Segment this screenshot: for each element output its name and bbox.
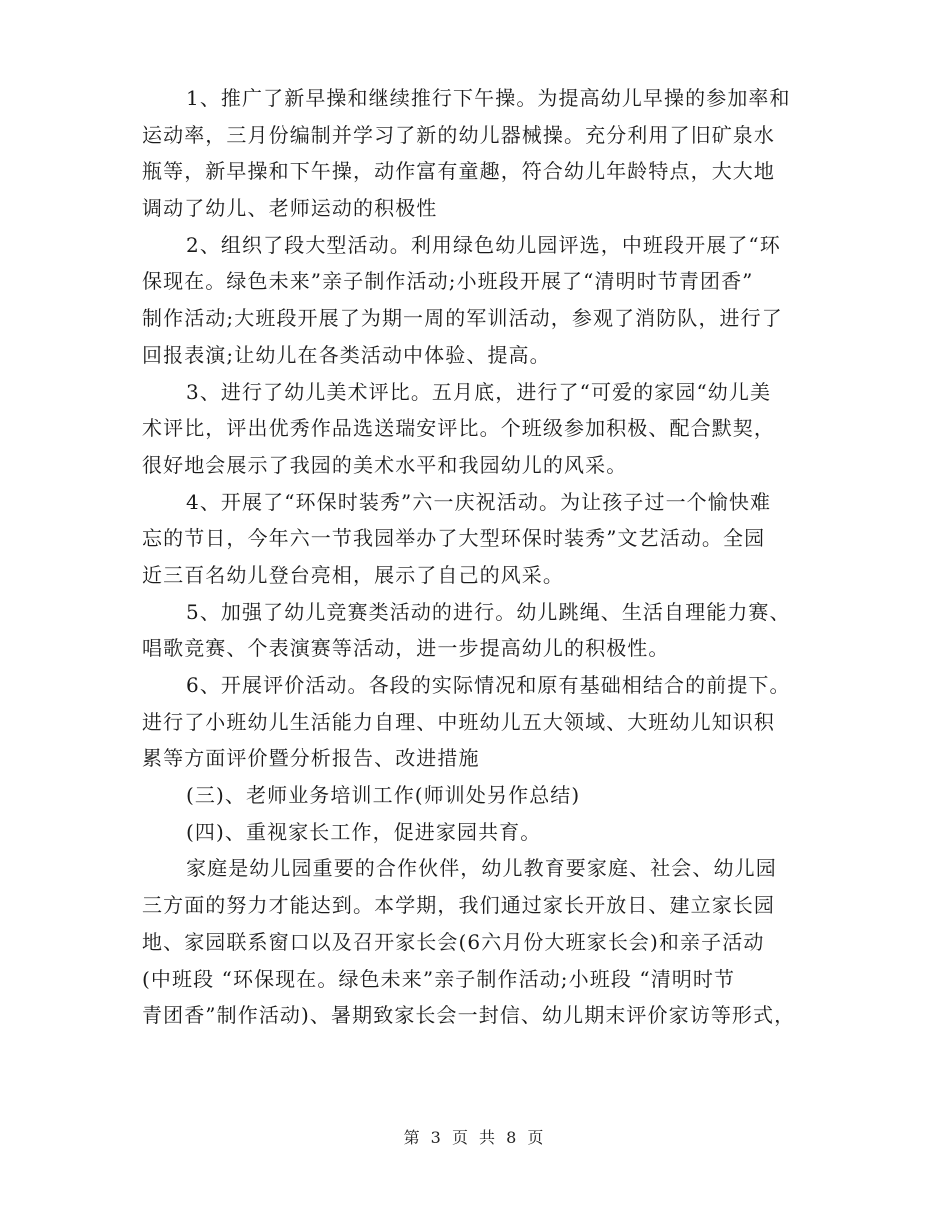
- section-heading: (四)、重视家长工作，促进家园共育。: [186, 819, 542, 844]
- paragraph-line: 3、进行了幼儿美术评比。五月底，进行了“可爱的家园“幼儿美: [186, 379, 772, 404]
- paragraph-line: 三方面的努力才能达到。本学期，我们通过家长开放日、建立家长园: [142, 893, 775, 918]
- paragraph-line: 回报表演;让幼儿在各类活动中体验、提高。: [142, 342, 551, 367]
- paragraph-line: 4、开展了“环保时装秀”六一庆祝活动。为让孩子过一个愉快难: [186, 489, 772, 514]
- paragraph-line: 保现在。绿色未来”亲子制作活动;小班段开展了“清明时节青团香”: [142, 269, 754, 294]
- paragraph-line: 2、组织了段大型活动。利用绿色幼儿园评选，中班段开展了“环: [186, 232, 781, 257]
- paragraph-line: 家庭是幼儿园重要的合作伙伴，幼儿教育要家庭、社会、幼儿园: [186, 856, 777, 881]
- paragraph-line: 运动率，三月份编制并学习了新的幼儿器械操。充分利用了旧矿泉水: [142, 122, 775, 147]
- paragraph-line: 5、加强了幼儿竞赛类活动的进行。幼儿跳绳、生活自理能力赛、: [186, 599, 791, 624]
- paragraph-line: (中班段 “环保现在。绿色未来”亲子制作活动;小班段 “清明时节: [142, 966, 736, 991]
- paragraph-line: 调动了幼儿、老师运动的积极性: [142, 196, 438, 221]
- paragraph-line: 地、家园联系窗口以及召开家长会(6六月份大班家长会)和亲子活动: [142, 929, 765, 954]
- body-text: [142, 80, 812, 1034]
- paragraph-line: 制作活动;大班段开展了为期一周的军训活动，参观了消防队，进行了: [142, 306, 783, 331]
- paragraph-line: 1、推广了新早操和继续推行下午操。为提高幼儿早操的参加率和: [186, 86, 791, 110]
- paragraph-line: 累等方面评价暨分析报告、改进措施: [142, 746, 480, 771]
- page-number-footer: 第 3 页 共 8 页: [403, 1128, 547, 1147]
- paragraph-line: 瓶等，新早操和下午操，动作富有童趣，符合幼儿年龄特点，大大地: [142, 159, 775, 184]
- section-heading: (三)、老师业务培训工作(师训处另作总结): [186, 783, 581, 808]
- paragraph-line: 唱歌竞赛、个表演赛等活动，进一步提高幼儿的积极性。: [142, 636, 670, 661]
- paragraph-line: 忘的节日，今年六一节我园举办了大型环保时装秀”文艺活动。全园: [142, 526, 766, 551]
- paragraph-line: 6、开展评价活动。各段的实际情况和原有基础相结合的前提下。: [186, 673, 791, 697]
- paragraph-line: 进行了小班幼儿生活能力自理、中班幼儿五大领域、大班幼儿知识积: [142, 709, 775, 734]
- paragraph-line: 很好地会展示了我园的美术水平和我园幼儿的风采。: [142, 452, 628, 477]
- paragraph-line: 术评比，评出优秀作品选送瑞安评比。个班级参加积极、配合默契，: [142, 416, 775, 441]
- paragraph-line: 近三百名幼儿登台亮相，展示了自己的风采。: [142, 562, 564, 587]
- paragraph-line: 青团香”制作活动)、暑期致家长会一封信、幼儿期末评价家访等形式，: [142, 1003, 796, 1028]
